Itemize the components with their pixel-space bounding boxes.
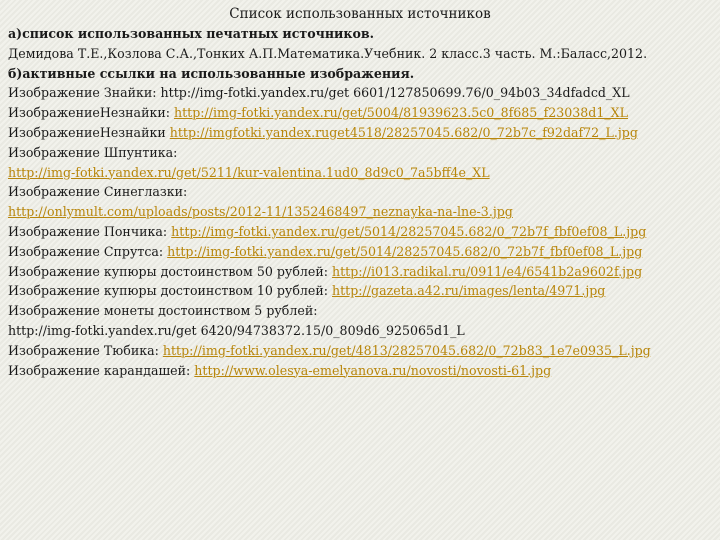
list-item: Изображение Тюбика: http://img-fotki.yandex.ru/get/4813/28257045.682/0_72b83_1e7e0935_L.jpg: [8, 342, 651, 358]
source-link[interactable]: http://onlymult.com/uploads/posts/2012-11/1352468497_neznayka-na-lne-3.jpg: [8, 204, 513, 220]
source-list: [8, 24, 714, 380]
list-item: ИзображениеНезнайки http://imgfotki.yandex.ruget4518/28257045.682/0_72b7c_f92daf72_L.jpg: [8, 124, 638, 140]
list-item: Изображение Шпунтика:: [8, 144, 178, 160]
list-item: Изображение монеты достоинством 5 рублей:: [8, 303, 318, 319]
source-link[interactable]: http://img-fotki.yandex.ru/get/5014/28257045.682/0_72b7f_fbf0ef08_L.jpg: [171, 223, 647, 239]
section-heading-links: б)активные ссылки на использованные изображения.: [8, 65, 415, 81]
source-link[interactable]: http://www.olesya-emelyanova.ru/novosti/novosti-61.jpg: [194, 362, 552, 378]
list-item: [8, 163, 714, 183]
source-link[interactable]: http://img-fotki.yandex.ru/get/5211/kur-valentina.1ud0_8d9c0_7a5bff4e_XL: [8, 164, 490, 180]
list-item: Изображение карандашей: http://www.olesya-emelyanova.ru/novosti/novosti-61.jpg: [8, 362, 552, 378]
list-item: Изображение Синеглазки:: [8, 184, 188, 200]
source-link[interactable]: http://img-fotki.yandex.ru/get/4813/28257045.682/0_72b83_1e7e0935_L.jpg: [162, 342, 651, 358]
source-link[interactable]: http://imgfotki.yandex.ruget4518/28257045.682/0_72b7c_f92daf72_L.jpg: [169, 124, 638, 140]
source-link[interactable]: http://i013.radikal.ru/0911/e4/6541b2a9602f.jpg: [332, 263, 643, 279]
list-item: Изображение Спрутса: http://img-fotki.yandex.ru/get/5014/28257045.682/0_72b7f_fbf0ef08_L.jpg: [8, 243, 643, 259]
list-item: Демидова Т.Е.,Козлова С.А.,Тонких А.П.Математика.Учебник. 2 класс.3 часть. М.:Баласс,2012.: [8, 45, 648, 61]
list-item: Изображение Пончика: http://img-fotki.yandex.ru/get/5014/28257045.682/0_72b7f_fbf0ef08_L.jpg: [8, 223, 647, 239]
source-link[interactable]: http://gazeta.a42.ru/images/lenta/4971.jpg: [332, 283, 606, 299]
list-item: Изображение Знайки: http://img-fotki.yandex.ru/get 6601/127850699.76/0_94b03_34dfadcd_XL: [8, 85, 630, 101]
source-link[interactable]: http://img-fotki.yandex.ru/get/5014/28257045.682/0_72b7f_fbf0ef08_L.jpg: [167, 243, 643, 259]
section-heading-print: а)список использованных печатных источников.: [8, 26, 375, 41]
list-item: Изображение купюры достоинством 50 рублей: http://i013.radikal.ru/0911/e4/6541b2a9602f.jpg: [8, 263, 643, 279]
list-item: Изображение купюры достоинством 10 рублей: http://gazeta.a42.ru/images/lenta/4971.jpg: [8, 283, 606, 299]
page-title: Список использованных источников: [229, 6, 491, 22]
list-item: ИзображениеНезнайки: http://img-fotki.yandex.ru/get/5004/81939623.5c0_8f685_f23038d1_XL: [8, 105, 629, 121]
source-link[interactable]: http://img-fotki.yandex.ru/get/5004/81939623.5c0_8f685_f23038d1_XL: [173, 105, 629, 121]
list-item: http://img-fotki.yandex.ru/get 6420/94738372.15/0_809d6_925065d1_L: [8, 322, 465, 338]
list-item: [8, 202, 714, 222]
